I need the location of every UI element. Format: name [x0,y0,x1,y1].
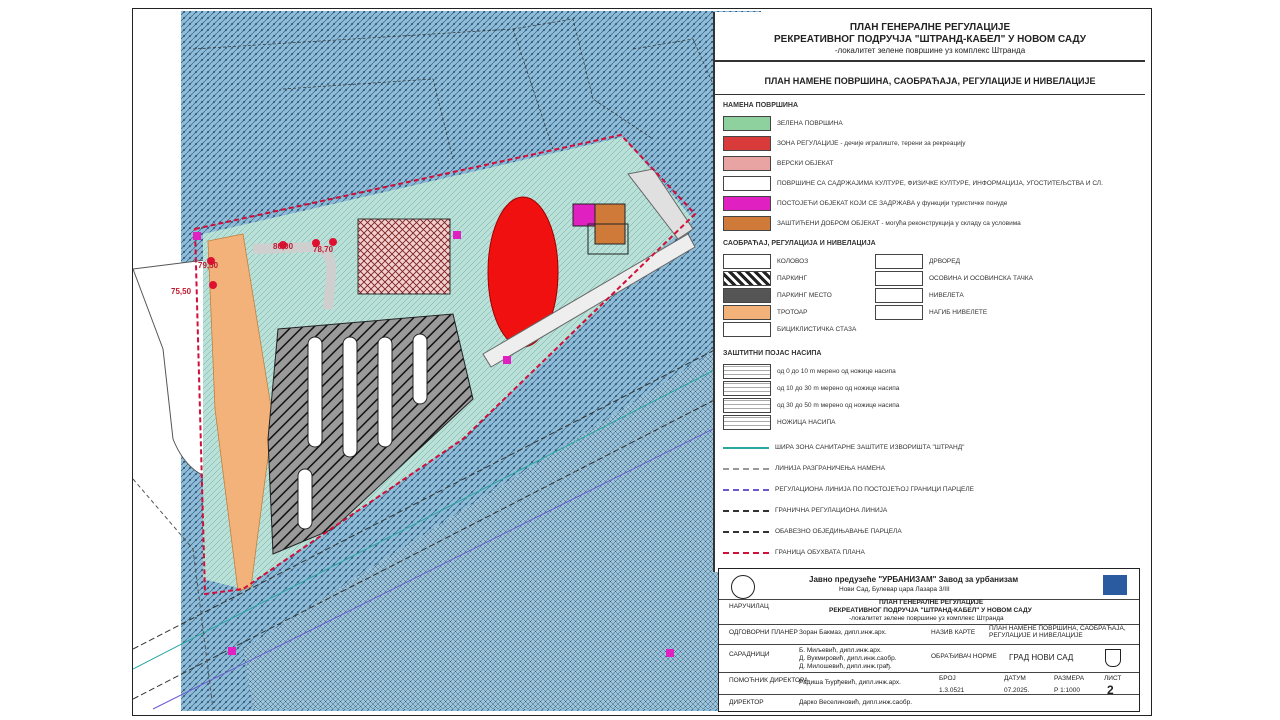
legend-swatch [723,447,769,449]
plan-title-line3: -локалитет зелене површине уз комплекс Штранда [834,46,1026,55]
legend-row [723,364,896,379]
legend-swatch [723,288,771,303]
legend-row [723,156,833,171]
elevation-label: 80,00 [273,242,294,251]
legend-row [875,254,960,269]
legend-swatch [723,322,771,337]
legend-swatch [875,271,923,286]
tb-number-label: БРОЈ [939,675,956,682]
legend-label: НАГИБ НИВЕЛЕТЕ [929,309,988,316]
legend-label: ШИРА ЗОНА САНИТАРНЕ ЗАШТИТЕ ИЗВОРИШТА "ШТРАНД" [775,444,965,451]
legend-label: РЕГУЛАЦИОНА ЛИНИЈА ПО ПОСТОЈЕЋОЈ ГРАНИЦИ ПАРЦЕЛЕ [775,486,974,493]
legend-swatch [723,216,771,231]
legend-label: ГРАНИЧНА РЕГУЛАЦИОНА ЛИНИЈА [775,507,888,514]
legend-row [723,486,974,493]
legend-row [723,196,1007,211]
tb-plan-line2: РЕКРЕАТИВНОГ ПОДРУЧЈА "ШТРАНД-КАБЕЛ" У НОВОМ САДУ [829,607,1032,614]
legend-label: БИЦИКЛИСТИЧКА СТАЗА [777,326,857,333]
crest-icon [731,575,755,599]
legend-swatch [723,531,769,533]
legend-label: ТРОТОАР [777,309,808,316]
legend-section-use: НАМЕНА ПОВРШИНА [723,102,799,109]
tb-row-label: ПОМОЋНИК ДИРЕКТОРА [729,677,809,684]
legend-label: од 30 до 50 m мерено од ножице насипа [777,402,900,409]
city-crest-icon [1105,649,1121,667]
legend-swatch [723,176,771,191]
legend-section-levee: ЗАШТИТНИ ПОЈАС НАСИПА [723,350,822,357]
legend-swatch [723,271,771,286]
legend-label: ОБАВЕЗНО ОБЈЕДИЊАВАЊЕ ПАРЦЕЛА [775,528,902,535]
legend-label: ДРВОРЕД [929,258,960,265]
legend-row [723,549,865,556]
tb-drawing-label: НАЗИВ КАРТЕ [931,629,976,636]
legend-label: ПОСТОЈЕЋИ ОБЈЕКАТ КОЈИ СЕ ЗАДРЖАВА у функцији туристичке понуде [777,200,1008,207]
tb-name: Дарко Веселиновић, дипл.инж.саобр. [799,699,913,706]
religious-object [358,219,450,294]
legend-swatch [875,254,923,269]
legend-row [723,322,856,337]
tb-row-label: ОДГОВОРНИ ПЛАНЕР [729,629,798,636]
legend-row [723,216,1021,231]
legend-panel [713,12,1145,572]
legend-swatch [723,305,771,320]
legend-swatch [723,415,771,430]
legend-swatch [723,364,771,379]
legend-row [723,271,807,286]
tb-city-value: ГРАД НОВИ САД [1009,653,1074,662]
legend-row [723,116,843,131]
legend-section-traffic: САОБРАЋАЈ, РЕГУЛАЦИЈА И НИВЕЛАЦИЈА [723,240,876,247]
legend-label: КОЛОВОЗ [777,258,809,265]
institute-name: Јавно предузеће "УРБАНИЗАМ" Завод за урбанизам [809,575,1019,584]
tb-date-label: ДАТУМ [1004,675,1026,682]
legend-swatch [723,254,771,269]
institute-address: Нови Сад, Булевар цара Лазара 3/III [839,586,950,593]
tb-scale-label: РАЗМЕРА [1054,675,1085,682]
legend-row [723,398,899,413]
plan-title-line2: РЕКРЕАТИВНОГ ПОДРУЧЈА "ШТРАНД-КАБЕЛ" У НОВОМ САДУ [774,34,1086,45]
tb-name: Б. Миљевић, дипл.инж.арх. [799,647,882,654]
legend-row [723,415,836,430]
elevation-label: 79,50 [198,261,219,270]
legend-label: од 10 до 30 m мерено од ножице насипа [777,385,900,392]
legend-swatch [723,552,769,554]
legend-swatch [875,305,923,320]
legend-row [723,507,887,514]
legend-row [723,136,966,151]
legend-label: ПОВРШИНЕ СА САДРЖАЈИМА КУЛТУРЕ, ФИЗИЧКЕ КУЛТУРЕ, ИНФОРМАЦИЈА, УГОСТИТЕЉСТВА И СЛ. [777,180,1103,187]
legend-row [723,444,964,451]
legend-swatch [723,196,771,211]
legend-label: ЗАШТИЋЕНИ ДОБРОМ ОБЈЕКАТ - могућа реконструкција у складу са условима [777,220,1021,227]
tb-plan-line1: ПЛАН ГЕНЕРАЛНЕ РЕГУЛАЦИЈЕ [879,599,984,606]
legend-label: ВЕРСКИ ОБЈЕКАТ [777,160,834,167]
legend-label: ЗЕЛЕНА ПОВРШИНА [777,120,843,127]
legend-swatch [723,398,771,413]
tb-sheet-value: 2 [1107,683,1114,697]
tb-name: Д. Вукмировић, дипл.инж.саобр. [799,655,897,662]
tb-row-label: САРАДНИЦИ [729,651,770,658]
tb-plan-line3: -локалитет зелене површине уз комплекс Штранда [849,615,1004,622]
legend-row [875,288,964,303]
legend-swatch [723,510,769,512]
legend-row [875,271,1033,286]
institute-logo-icon [1103,575,1127,595]
legend-row [723,381,899,396]
tb-drawing-value: ПЛАН НАМЕНЕ ПОВРШИНА, САОБРАЋАЈА, РЕГУЛАЦИЈЕ И НИВЕЛАЦИЈЕ [989,625,1126,639]
elevation-label: 75,50 [171,287,192,296]
elevation-label: 78,70 [313,245,334,254]
tb-name: Зоран Бакмаз, дипл.инж.арх. [799,629,887,636]
title-block [718,568,1140,712]
legend-label: НОЖИЦА НАСИПА [777,419,836,426]
legend-row [723,288,832,303]
tb-scale-value: Р 1:1000 [1054,687,1081,694]
legend-swatch [723,489,769,491]
legend-swatch [723,136,771,151]
tb-name: Радиша Ђурђевић, дипл.инж.арх. [799,679,901,686]
tb-row-label: НАРУЧИЛАЦ [729,603,769,610]
tb-name: Д. Милошевић, дипл.инж.грађ. [799,663,892,670]
legend-label: ГРАНИЦА ОБУХВАТА ПЛАНА [775,549,865,556]
legend-swatch [723,156,771,171]
legend-swatch [723,381,771,396]
tb-row-label: ДИРЕКТОР [729,699,764,706]
legend-label: ПАРКИНГ МЕСТО [777,292,832,299]
plan-subtitle: ПЛАН НАМЕНЕ ПОВРШИНА, САОБРАЋАЈА, РЕГУЛАЦИЈЕ И НИВЕЛАЦИЈЕ [764,76,1096,86]
legend-label: ЗОНА РЕГУЛАЦИЈЕ - дечије игралиште, терени за рекреацију [777,140,966,147]
legend-row [875,305,987,320]
legend-row [723,176,1103,191]
tb-date-value: 07.2025. [1004,687,1030,694]
legend-label: ЛИНИЈА РАЗГРАНИЧЕЊА НАМЕНА [775,465,886,472]
legend-label: ОСОВИНА И ОСОВИНСКА ТАЧКА [929,275,1034,282]
tb-number-value: 1.3.0521 [939,687,965,694]
legend-label: НИВЕЛЕТА [929,292,964,299]
legend-row [723,465,885,472]
plan-title-line1: ПЛАН ГЕНЕРАЛНЕ РЕГУЛАЦИЈЕ [849,22,1011,33]
legend-label: ПАРКИНГ [777,275,808,282]
legend-row [723,528,902,535]
legend-swatch [723,116,771,131]
legend-swatch [723,468,769,470]
tb-city-label: ОБРАЂИВАЧ НОРМЕ [931,653,997,660]
tb-sheet-label: ЛИСТ [1104,675,1122,682]
legend-label: од 0 до 10 m мерено од ножице насипа [777,368,896,375]
legend-swatch [875,288,923,303]
legend-row [723,254,808,269]
legend-row [723,305,807,320]
